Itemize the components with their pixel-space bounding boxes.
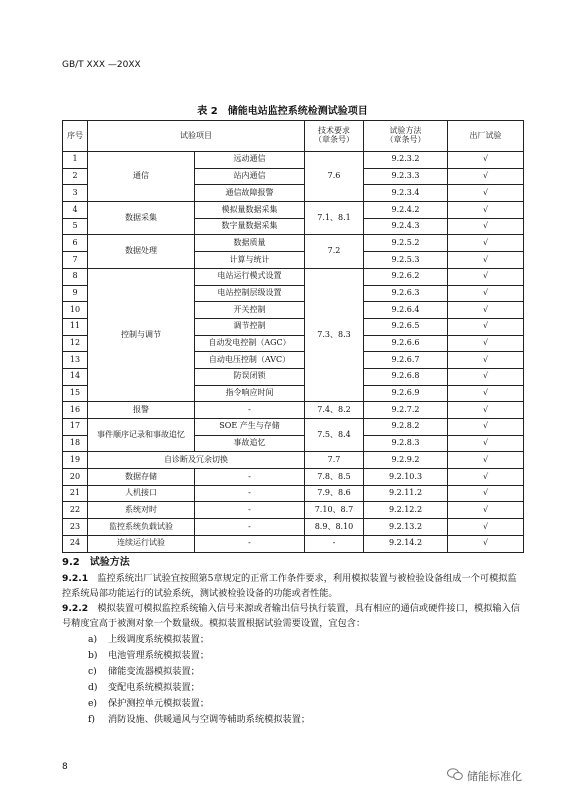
group-cell: 控制与调节 — [88, 268, 195, 402]
factory-check: √ — [448, 368, 524, 385]
item-cell: 自诊断及冗余切换 — [88, 452, 305, 469]
table-caption: 表 2 储能电站监控系统检测试验项目 — [197, 106, 368, 117]
table-row — [63, 502, 524, 519]
factory-check: √ — [448, 218, 524, 235]
list-letter: e) — [88, 698, 98, 709]
method-cell: 9.2.3.4 — [364, 185, 448, 202]
table-row — [63, 202, 524, 219]
factory-check: √ — [448, 469, 524, 486]
method-cell: 9.2.6.5 — [364, 318, 448, 335]
factory-check: √ — [448, 485, 524, 502]
row-no: 24 — [63, 535, 88, 552]
list-item — [88, 664, 310, 680]
wechat-icon — [447, 768, 463, 784]
group-cell: 事件顺序记录和事故追忆 — [88, 419, 195, 452]
method-cell: 9.2.6.7 — [364, 352, 448, 369]
method-cell: 9.2.4.2 — [364, 202, 448, 219]
clause-number: 9.2.1 — [62, 573, 89, 584]
row-no: 7 — [63, 252, 88, 269]
req-cell: 7.5、8.4 — [305, 419, 364, 452]
row-no: 21 — [63, 485, 88, 502]
row-no: 23 — [63, 519, 88, 536]
method-cell: 9.2.8.3 — [364, 435, 448, 452]
list-item — [88, 696, 310, 712]
sub-item-cell: 模拟量数据采集 — [195, 202, 305, 219]
group-cell: 连续运行试验 — [88, 535, 195, 552]
list-text: 变配电系统模拟装置； — [108, 682, 200, 693]
sub-item-cell: 电站运行模式设置 — [195, 268, 305, 285]
sub-item-cell: 计算与统计 — [195, 252, 305, 269]
sub-item-cell: - — [195, 485, 305, 502]
row-no: 9 — [63, 285, 88, 302]
table-header-row — [63, 121, 524, 152]
row-no: 1 — [63, 152, 88, 169]
list-text: 保护测控单元模拟装置； — [108, 698, 210, 709]
sub-item-cell: - — [195, 402, 305, 419]
table-row — [63, 519, 524, 536]
factory-check: √ — [448, 302, 524, 319]
list-item — [88, 712, 310, 728]
row-no: 2 — [63, 168, 88, 185]
table-row — [63, 535, 524, 552]
req-cell: - — [305, 535, 364, 552]
test-items-table — [62, 120, 524, 553]
list-letter: b) — [88, 650, 98, 661]
sub-item-cell: 指令响应时间 — [195, 385, 305, 402]
simulator-list — [88, 632, 310, 728]
table-row — [63, 485, 524, 502]
factory-check: √ — [448, 502, 524, 519]
col-req-header — [305, 121, 364, 152]
group-cell: 系统对时 — [88, 502, 195, 519]
row-no: 12 — [63, 335, 88, 352]
method-cell: 9.2.6.6 — [364, 335, 448, 352]
row-no: 11 — [63, 318, 88, 335]
req-cell: 7.4、8.2 — [305, 402, 364, 419]
factory-check: √ — [448, 519, 524, 536]
sub-item-cell: - — [195, 535, 305, 552]
list-letter: a) — [88, 634, 98, 645]
clause-text: 模拟装置可模拟监控系统输入信号来源或者输出信号执行装置，具有相应的通信或硬件接口，模拟输入信号精度宜高于被测对象一个数量级。模拟装置根据试验需要设置，宜包含： — [62, 603, 520, 629]
watermark — [447, 768, 522, 784]
method-cell: 9.2.11.2 — [364, 485, 448, 502]
factory-check: √ — [448, 385, 524, 402]
sub-item-cell: - — [195, 502, 305, 519]
method-cell: 9.2.14.2 — [364, 535, 448, 552]
method-cell: 9.2.4.3 — [364, 218, 448, 235]
method-cell: 9.2.3.2 — [364, 152, 448, 169]
col-no-header: 序号 — [63, 121, 88, 152]
method-cell: 9.2.10.3 — [364, 469, 448, 486]
req-cell: 7.2 — [305, 235, 364, 268]
row-no: 20 — [63, 469, 88, 486]
method-cell: 9.2.6.4 — [364, 302, 448, 319]
row-no: 3 — [63, 185, 88, 202]
group-cell: 数据存储 — [88, 469, 195, 486]
group-cell: 监控系统负载试验 — [88, 519, 195, 536]
table-row — [63, 452, 524, 469]
req-cell: 7.1、8.1 — [305, 202, 364, 235]
factory-check: √ — [448, 318, 524, 335]
table-row — [63, 402, 524, 419]
method-cell: 9.2.8.2 — [364, 419, 448, 436]
method-cell: 9.2.6.3 — [364, 285, 448, 302]
col-method-l2: （章条号） — [385, 135, 426, 144]
req-cell: 7.3、8.3 — [305, 268, 364, 402]
factory-check: √ — [448, 452, 524, 469]
list-text: 电池管理系统模拟装置； — [108, 650, 210, 661]
sub-item-cell: 通信故障报警 — [195, 185, 305, 202]
col-method-l1: 试验方法 — [389, 126, 422, 136]
factory-check: √ — [448, 235, 524, 252]
method-cell: 9.2.5.3 — [364, 252, 448, 269]
sub-item-cell: SOE 产生与存储 — [195, 419, 305, 436]
method-cell: 9.2.3.3 — [364, 168, 448, 185]
sub-item-cell: 防误闭锁 — [195, 368, 305, 385]
row-no: 15 — [63, 385, 88, 402]
group-cell: 报警 — [88, 402, 195, 419]
sub-item-cell: 站内通信 — [195, 168, 305, 185]
col-req-l2: （章条号） — [314, 135, 354, 144]
table-row — [63, 152, 524, 169]
group-cell: 数据处理 — [88, 235, 195, 268]
row-no: 4 — [63, 202, 88, 219]
group-cell: 人机接口 — [88, 485, 195, 502]
table-row — [63, 419, 524, 436]
row-no: 6 — [63, 235, 88, 252]
sub-item-cell: 电站控制层级设置 — [195, 285, 305, 302]
row-no: 14 — [63, 368, 88, 385]
factory-check: √ — [448, 268, 524, 285]
req-cell: 7.7 — [305, 452, 364, 469]
standard-header: GB/T XXX —20XX — [62, 60, 141, 70]
factory-check: √ — [448, 402, 524, 419]
req-cell: 7.9、8.6 — [305, 485, 364, 502]
list-item — [88, 648, 310, 664]
row-no: 17 — [63, 419, 88, 436]
method-cell: 9.2.13.2 — [364, 519, 448, 536]
factory-check: √ — [448, 168, 524, 185]
list-text: 消防设施、供暖通风与空调等辅助系统模拟装置； — [108, 714, 311, 725]
clause-text: 监控系统出厂试验宜按照第5章规定的正常工作条件要求，利用模拟装置与被检验设备组成一个可模拟监控系统局部功能运行的试验系统，测试被检验设备的功能或者性能。 — [62, 573, 517, 599]
group-cell: 数据采集 — [88, 202, 195, 235]
section-heading: 9.2 试验方法 — [62, 557, 130, 568]
list-item — [88, 680, 310, 696]
factory-check: √ — [448, 335, 524, 352]
req-cell: 7.10、8.7 — [305, 502, 364, 519]
sub-item-cell: 事故追忆 — [195, 435, 305, 452]
factory-check: √ — [448, 152, 524, 169]
list-item — [88, 632, 310, 648]
req-cell: 8.9、8.10 — [305, 519, 364, 536]
req-cell: 7.8、8.5 — [305, 469, 364, 486]
sub-item-cell: - — [195, 469, 305, 486]
factory-check: √ — [448, 352, 524, 369]
factory-check: √ — [448, 202, 524, 219]
row-no: 22 — [63, 502, 88, 519]
sub-item-cell: - — [195, 519, 305, 536]
list-text: 储能变流器模拟装置； — [108, 666, 200, 677]
method-cell: 9.2.5.2 — [364, 235, 448, 252]
paragraph-9-2-2 — [62, 601, 524, 631]
paragraph-9-2-1 — [62, 571, 524, 601]
factory-check: √ — [448, 419, 524, 436]
sub-item-cell: 自动发电控制（AGC） — [195, 335, 305, 352]
sub-item-cell: 自动电压控制（AVC） — [195, 352, 305, 369]
col-factory-header: 出厂试验 — [448, 121, 524, 152]
method-cell: 9.2.6.8 — [364, 368, 448, 385]
table-row — [63, 469, 524, 486]
row-no: 16 — [63, 402, 88, 419]
row-no: 19 — [63, 452, 88, 469]
page-number: 8 — [62, 762, 68, 772]
group-cell: 通信 — [88, 152, 195, 202]
row-no: 8 — [63, 268, 88, 285]
sub-item-cell: 远动通信 — [195, 152, 305, 169]
sub-item-cell: 数字量数据采集 — [195, 218, 305, 235]
table-row — [63, 268, 524, 285]
factory-check: √ — [448, 535, 524, 552]
method-cell: 9.2.9.2 — [364, 452, 448, 469]
col-method-header — [364, 121, 448, 152]
watermark-text: 储能标准化 — [467, 770, 522, 783]
sub-item-cell: 开关控制 — [195, 302, 305, 319]
factory-check: √ — [448, 435, 524, 452]
list-text: 上级调度系统模拟装置； — [108, 634, 210, 645]
table-row — [63, 235, 524, 252]
list-letter: c) — [88, 666, 97, 677]
method-cell: 9.2.12.2 — [364, 502, 448, 519]
req-cell: 7.6 — [305, 152, 364, 202]
clause-number: 9.2.2 — [62, 603, 89, 614]
sub-item-cell: 调节控制 — [195, 318, 305, 335]
factory-check: √ — [448, 252, 524, 269]
factory-check: √ — [448, 285, 524, 302]
list-letter: d) — [88, 682, 98, 693]
row-no: 13 — [63, 352, 88, 369]
list-letter: f) — [88, 714, 95, 725]
factory-check: √ — [448, 185, 524, 202]
row-no: 18 — [63, 435, 88, 452]
row-no: 10 — [63, 302, 88, 319]
col-item-header: 试验项目 — [88, 121, 305, 152]
method-cell: 9.2.6.2 — [364, 268, 448, 285]
row-no: 5 — [63, 218, 88, 235]
method-cell: 9.2.7.2 — [364, 402, 448, 419]
method-cell: 9.2.6.9 — [364, 385, 448, 402]
sub-item-cell: 数据质量 — [195, 235, 305, 252]
col-req-l1: 技术要求 — [318, 126, 350, 136]
